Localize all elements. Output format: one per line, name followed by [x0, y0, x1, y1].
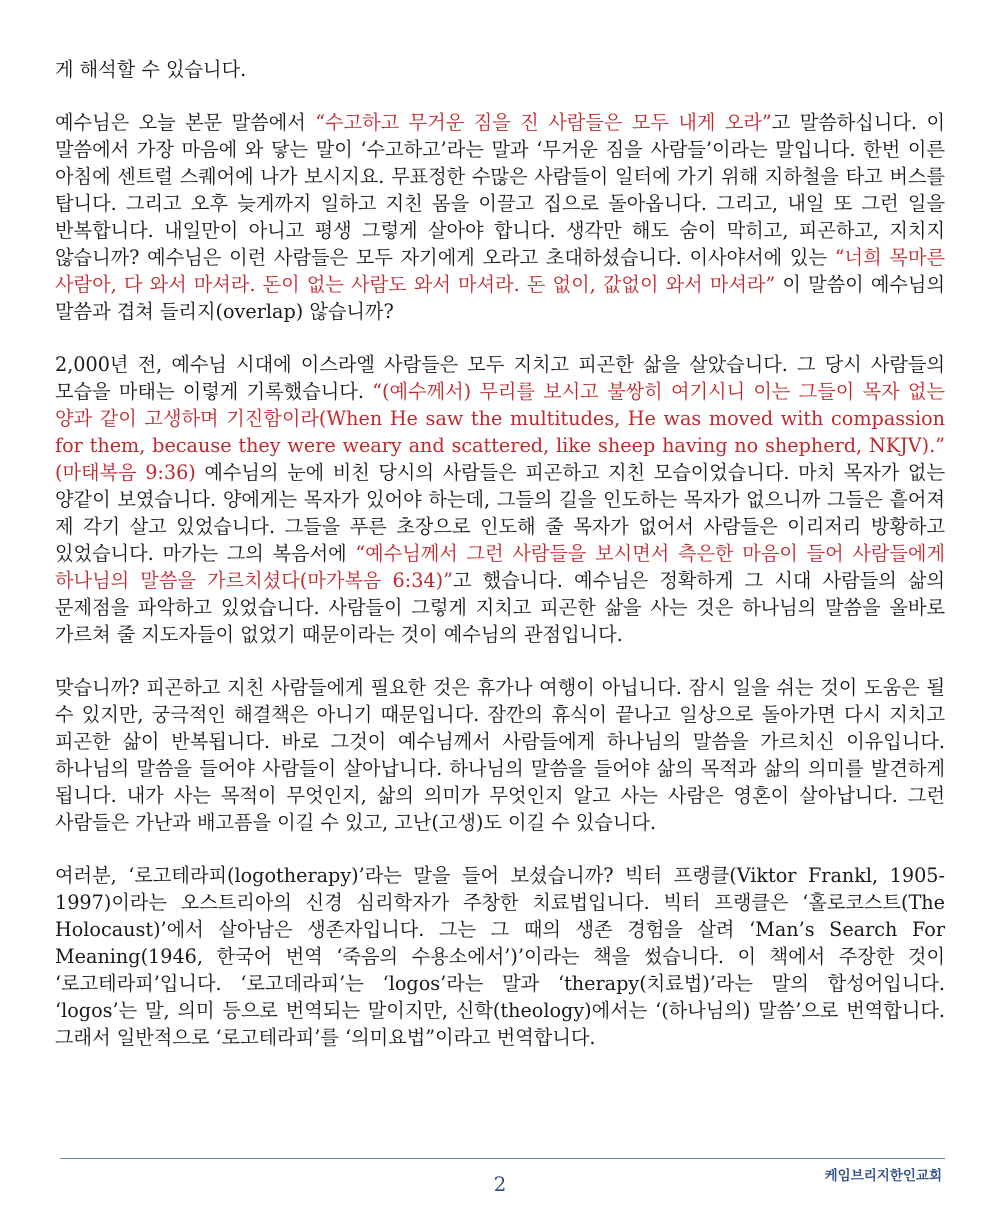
body-text: 2,000년 전, 예수님 시대에 이스라엘 사람들은 모두 지치고 피곤한 삶을 살았습니다. 그 당시 사람들의 모습을 마태는 이렇게 기록했습니다.: [55, 353, 945, 403]
paragraph-4: [55, 674, 945, 836]
body-text: 예수님은 오늘 본문 말씀에서: [55, 111, 316, 134]
paragraph-1: [55, 56, 945, 83]
body-text: 맞습니까? 피곤하고 지친 사람들에게 필요한 것은 휴가나 여행이 아닙니다. 잠시 일을 쉬는 것이 도움은 될 수 있지만, 궁극적인 해결책은 아니기 때문입니다. 잠깐의 휴식이 끝나고 일상으로 돌아가면 다시 지치고 피곤한 삶이 반복됩니다. 바로 그것이 예수님께서 사람들에게 하나님의 말씀을 가르치신 이유입니다. 하나님의 말씀을 들어야 사람들이 살아납니다. 하나님의 말씀을 들어야 삶의 목적과 삶의 의미를 발견하게 됩니다. 내가 사는 목적이 무엇인지, 삶의 의미가 무엇인지 알고 사는 사람은 영혼이 살아납니다. 그런 사람들은 가난과 배고픔을 이길 수 있고, 고난(고생)도 이길 수 있습니다.: [55, 676, 945, 834]
footer-divider: [60, 1158, 945, 1159]
church-name: 케임브리지한인교회: [824, 1168, 942, 1184]
scripture-quote: “(예수께서) 무리를 보시고 불쌍히 여기시니 이는 그들이 목자 없는 양과 같이 고생하며 기진함이라(When He saw the multitudes, He was moved with compassion for them, because they were weary and scattered, like sheep having no shepherd, NKJV).” (마태복음 9:36): [55, 380, 945, 484]
body-text: 게 해석할 수 있습니다.: [55, 58, 247, 81]
scripture-quote: “수고하고 무거운 짐을 진 사람들은 모두 내게 오라”: [315, 111, 772, 134]
body-text: 여러분, ‘로고테라피(logotherapy)’라는 말을 들어 보셨습니까? 빅터 프랭클(Viktor Frankl, 1905-1997)이라는 오스트리아의 신경 심리학자가 주창한 치료법입니다. 빅터 프랭클은 ‘홀로코스트(The Holocaust)’에서 살아남은 생존자입니다. 그는 그 때의 생존 경험을 살려 ‘Man’s Search For Meaning(1946, 한국어 번역 ‘죽음의 수용소에서’)’이라는 책을 썼습니다. 이 책에서 주장한 것이 ‘로고테라피’입니다. ‘로고데라피’는 ‘logos’라는 말과 ‘therapy(치료법)’라는 말의 합성어입니다. ‘logos’는 말, 의미 등으로 번역되는 말이지만, 신학(theology)에서는 ‘(하나님의) 말씀’으로 번역합니다. 그래서 일반적으로 ‘로고테라피’를 ‘의미요법”이라고 번역합니다.: [55, 864, 945, 1049]
body-text: 이 말씀이 예수님의 말씀과 겹쳐 들리지(overlap) 않습니까?: [55, 273, 945, 323]
paragraph-5: [55, 862, 945, 1051]
scripture-quote: “너희 목마른 사람아, 다 와서 마셔라. 돈이 없는 사람도 와서 마셔라. 돈 없이, 값없이 와서 마셔라”: [55, 246, 945, 296]
paragraph-3: [55, 351, 945, 648]
scripture-quote: “예수님께서 그런 사람들을 보시면서 측은한 마음이 들어 사람들에게 하나님의 말씀을 가르치셨다(마가복음 6:34)”: [55, 542, 945, 592]
paragraph-2: [55, 109, 945, 325]
body-text: 예수님의 눈에 비친 당시의 사람들은 피곤하고 지친 모습이었습니다. 마치 목자가 없는 양같이 보였습니다. 양에게는 목자가 있어야 하는데, 그들의 길을 인도하는 목자가 없으니까 그들은 흩어져 제 각기 살고 있었습니다. 그들을 푸른 초장으로 인도해 줄 목자가 없어서 사람들은 이리저리 방황하고 있었습니다. 마가는 그의 복음서에: [55, 461, 945, 565]
page-number: 2: [493, 1172, 507, 1196]
body-text: 고 말씀하십니다. 이 말씀에서 가장 마음에 와 닿는 말이 ‘수고하고’라는 말과 ‘무거운 짐을 사람들’이라는 말입니다. 한번 이른 아침에 센트럴 스퀘어에 나가 보시지요. 무표정한 수많은 사람들이 일터에 가기 위해 지하철을 타고 버스를 탑니다. 그리고 오후 늦게까지 일하고 지친 몸을 이끌고 집으로 돌아옵니다. 그리고, 내일 또 그런 일을 반복합니다. 내일만이 아니고 평생 그렇게 살아야 합니다. 생각만 해도 숨이 막히고, 피곤하고, 지치지 않습니까? 예수님은 이런 사람들은 모두 자기에게 오라고 초대하셨습니다. 이사야서에 있는: [55, 111, 946, 269]
body-text: 고 했습니다. 예수님은 정확하게 그 시대 사람들의 삶의 문제점을 파악하고 있었습니다. 사람들이 그렇게 지치고 피곤한 삶을 사는 것은 하나님의 말씀을 올바로 가르쳐 줄 지도자들이 없었기 때문이라는 것이 예수님의 관점입니다.: [55, 569, 945, 646]
sermon-body: [55, 56, 945, 1077]
